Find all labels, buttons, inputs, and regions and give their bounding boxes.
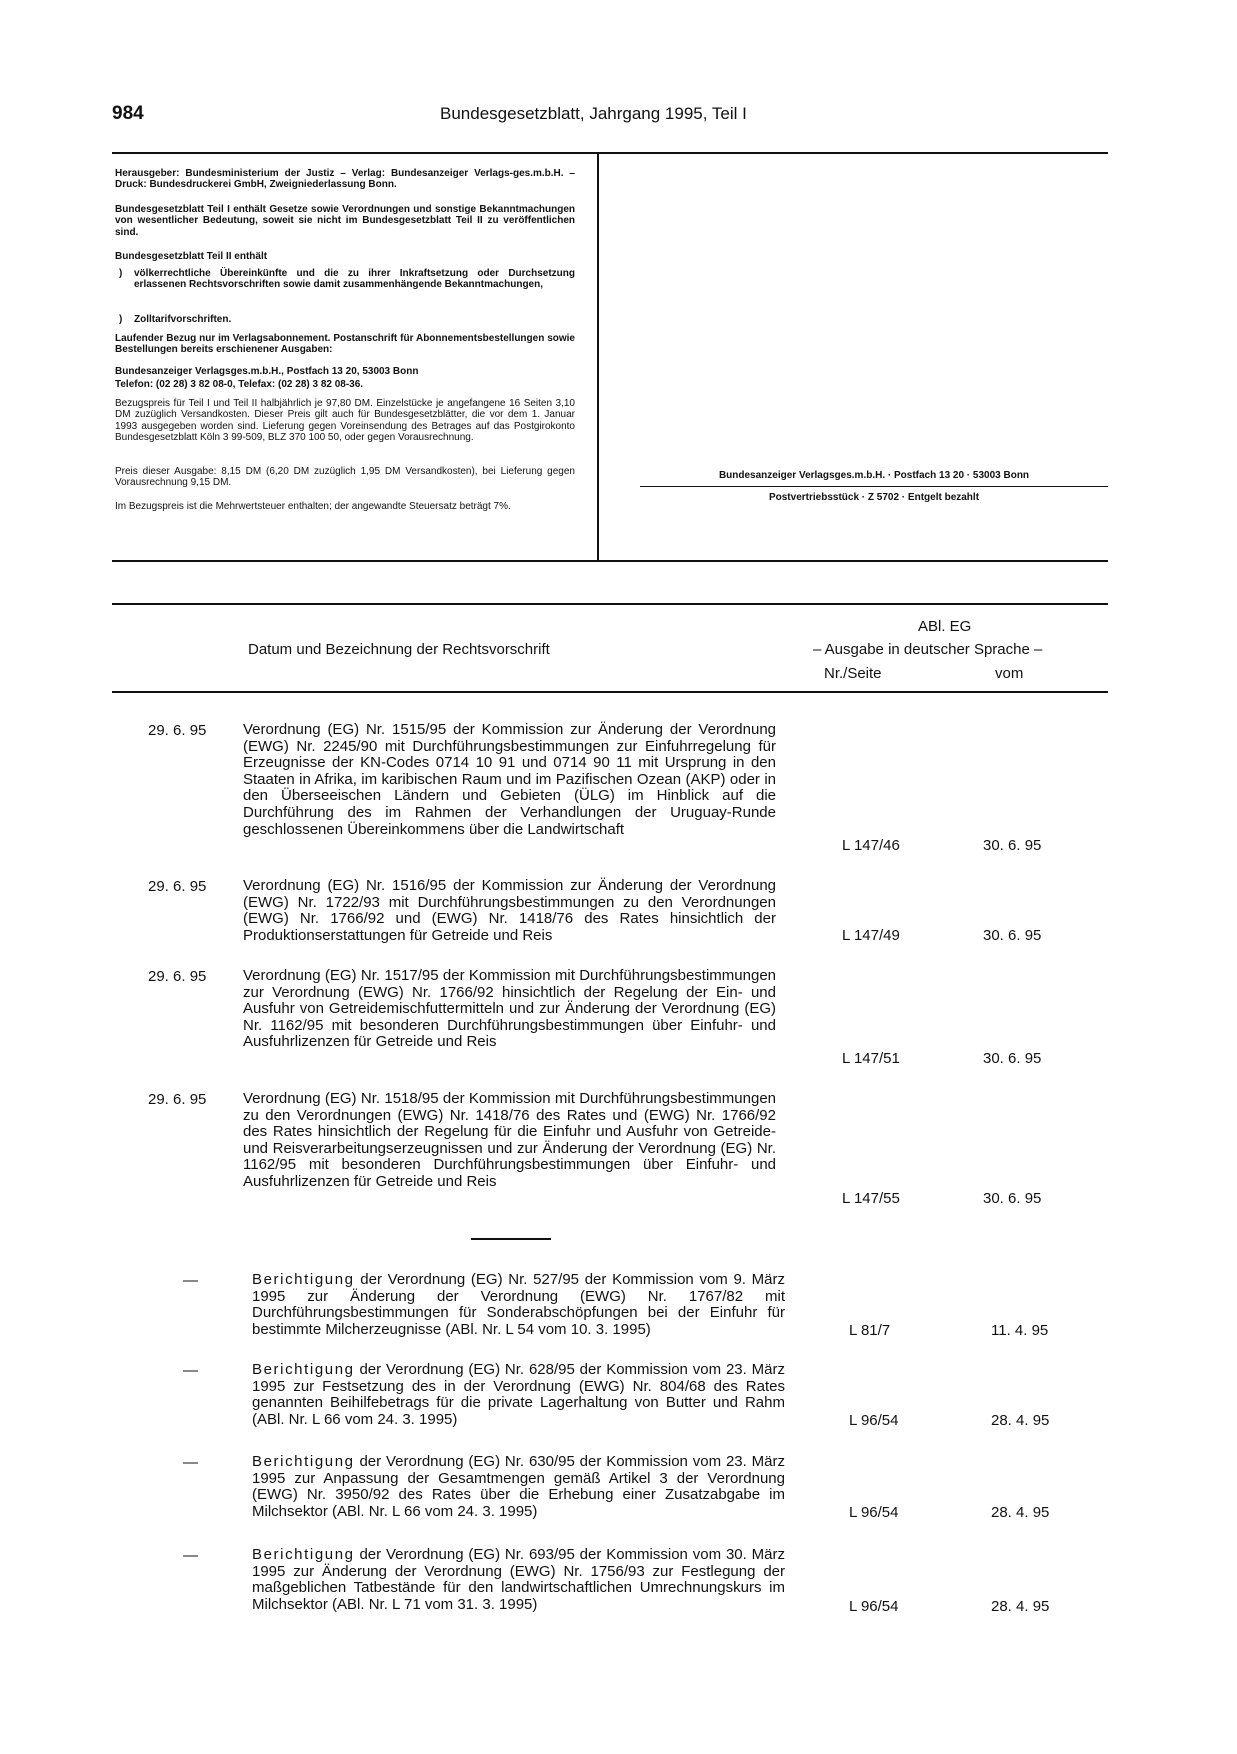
table-row-text: Verordnung (EG) Nr. 1517/95 der Kommission mit Durchführungsbestimmungen zur Verordnung (EWG) Nr. 1766/92 hinsichtlich der Regelung der Ein- und Ausfuhr von Getreidemischfuttermitteln und zur Änderung der Verordnung (EG) Nr. 1162/95 mit besonderen Durchführungsbestimmungen über Einfuhr- und Ausfuhrlizenzen für Getreide und Reis bbox=[243, 967, 776, 1051]
table-row-nr: L 147/55 bbox=[842, 1190, 900, 1207]
correction-lead: Berichtigung bbox=[252, 1453, 355, 1470]
table-row-date: 29. 6. 95 bbox=[148, 878, 207, 895]
postal-sender: Bundesanzeiger Verlagsges.m.b.H. · Postfach 13 20 · 53003 Bonn bbox=[718, 470, 1030, 481]
correction-vom: 28. 4. 95 bbox=[991, 1504, 1050, 1521]
correction-text bbox=[252, 1272, 785, 1338]
imprint-part2-item bbox=[115, 314, 575, 325]
table-header-bottom-rule bbox=[112, 691, 1108, 693]
correction-vom: 11. 4. 95 bbox=[991, 1322, 1049, 1339]
correction-vom: 28. 4. 95 bbox=[991, 1412, 1050, 1429]
correction-dash: — bbox=[183, 1547, 198, 1564]
table-row-date: 29. 6. 95 bbox=[148, 1091, 207, 1108]
correction-text bbox=[252, 1454, 785, 1520]
list-text: Zolltarifvorschriften. bbox=[134, 314, 232, 325]
imprint-top-rule bbox=[112, 152, 1108, 154]
column-nr: Nr./Seite bbox=[824, 665, 882, 682]
table-header-top-rule bbox=[112, 603, 1108, 605]
correction-body: der Verordnung (EG) Nr. 693/95 der Kommission vom 30. März 1995 zur Änderung der Verordnung (EWG) Nr. 1756/93 zur Festlegung der maßgeblichen Tatbestände für den landwirtschaftlichen Umrechnungskurs im Milchsektor (ABl. Nr. L 71 vom 31. 3. 1995) bbox=[252, 1546, 785, 1613]
table-row-text: Verordnung (EG) Nr. 1515/95 der Kommission zur Änderung der Verordnung (EWG) Nr. 2245/90 mit Durchführungsbestimmungen zur Einfuhrregelung für Erzeugnisse der KN-Codes 0714 10 91 und 0714 90 11 mit Ursprung in den Staaten in Afrika, im karibischen Raum und im Pazifischen Ozean (AKP) oder in den Überseeischen Ländern und Gebieten (ÜLG) im Hinblick auf die Durchführung des im Rahmen der Verhandlungen der Uruguay-Runde geschlossenen Übereinkommens über die Landwirtschaft bbox=[243, 721, 776, 838]
list-text: völkerrechtliche Übereinkünfte und die zu ihrer Inkraftsetzung oder Durchsetzung erlassenen Rechtsvorschriften sowie damit zusammenhängende Bekanntmachungen, bbox=[134, 268, 575, 291]
column-title: Datum und Bezeichnung der Rechtsvorschrift bbox=[248, 641, 550, 658]
abl-title: ABl. EG bbox=[918, 618, 972, 635]
correction-dash: — bbox=[183, 1272, 198, 1289]
abl-subtitle: – Ausgabe in deutscher Sprache – bbox=[813, 641, 1043, 658]
table-row-vom: 30. 6. 95 bbox=[983, 1050, 1042, 1067]
correction-dash: — bbox=[183, 1454, 198, 1471]
postal-postage: Postvertriebsstück · Z 5702 · Entgelt bezahlt bbox=[768, 492, 980, 503]
list-marker: ) bbox=[119, 268, 123, 279]
table-row-nr: L 147/46 bbox=[842, 837, 900, 854]
correction-lead: Berichtigung bbox=[252, 1546, 355, 1563]
imprint-publisher: Herausgeber: Bundesministerium der Justiz – Verlag: Bundesanzeiger Verlags-ges.m.b.H. – Druck: Bundesdruckerei GmbH, Zweigniederlassung Bonn. bbox=[115, 168, 575, 191]
imprint-address: Bundesanzeiger Verlagsges.m.b.H., Postfach 13 20, 53003 Bonn bbox=[115, 366, 419, 377]
table-row-date: 29. 6. 95 bbox=[148, 722, 207, 739]
imprint-phone: Telefon: (02 28) 3 82 08-0, Telefax: (02 28) 3 82 08-36. bbox=[115, 379, 364, 390]
imprint-vat: Im Bezugspreis ist die Mehrwertsteuer enthalten; der angewandte Steuersatz beträgt 7%. bbox=[115, 501, 511, 512]
table-row-vom: 30. 6. 95 bbox=[983, 837, 1042, 854]
table-row-vom: 30. 6. 95 bbox=[983, 927, 1042, 944]
correction-nr: L 96/54 bbox=[849, 1598, 899, 1615]
correction-nr: L 81/7 bbox=[849, 1322, 891, 1339]
table-row-text: Verordnung (EG) Nr. 1518/95 der Kommission mit Durchführungsbestimmungen zu den Verordnungen (EWG) Nr. 1418/76 des Rates und (EWG) Nr. 1766/92 des Rates hinsichtlich der Regelung für die Einfuhr und Ausfuhr von Getreide- und Reisverarbeitungserzeugnissen und zur Änderung der Verordnung (EG) Nr. 1162/95 mit besonderen Durchführungsbestimmungen über Einfuhr- und Ausfuhrlizenzen für Getreide und Reis bbox=[243, 1090, 776, 1190]
imprint-issue-price: Preis dieser Ausgabe: 8,15 DM (6,20 DM zuzüglich 1,95 DM Versandkosten), bei Lieferung gegen Vorausrechnung 9,15 DM. bbox=[115, 466, 575, 489]
column-vom: vom bbox=[995, 665, 1024, 682]
imprint-part1: Bundesgesetzblatt Teil I enthält Gesetze sowie Verordnungen und sonstige Bekanntmachungen von wesentlicher Bedeutung, soweit sie nicht im Bundesgesetzblatt Teil II zu veröffentlichen sind. bbox=[115, 204, 575, 238]
correction-lead: Berichtigung bbox=[252, 1361, 355, 1378]
table-row-nr: L 147/49 bbox=[842, 927, 900, 944]
table-row-date: 29. 6. 95 bbox=[148, 968, 207, 985]
table-row-text: Verordnung (EG) Nr. 1516/95 der Kommission zur Änderung der Verordnung (EWG) Nr. 1722/93 mit Durchführungsbestimmungen zu den Verordnungen (EWG) Nr. 1766/92 und (EWG) Nr. 1418/76 des Rates hinsichtlich der Produktionserstattungen für Getreide und Reis bbox=[243, 877, 776, 944]
correction-text bbox=[252, 1547, 785, 1613]
correction-lead: Berichtigung bbox=[252, 1271, 355, 1288]
running-title: Bundesgesetzblatt, Jahrgang 1995, Teil I bbox=[440, 104, 747, 123]
correction-body: der Verordnung (EG) Nr. 527/95 der Kommission vom 9. März 1995 zur Änderung der Verordnung (EWG) Nr. 1767/82 mit Durchführungsbestimmungen für Sonderabschöpfungen bei der Einfuhr für bestimmte Milcherzeugnisse (ABl. Nr. L 54 vom 10. 3. 1995) bbox=[252, 1271, 785, 1338]
imprint-bottom-rule bbox=[112, 560, 1108, 562]
correction-nr: L 96/54 bbox=[849, 1504, 899, 1521]
correction-body: der Verordnung (EG) Nr. 628/95 der Kommission vom 23. März 1995 zur Festsetzung des in der Verordnung (EWG) Nr. 804/68 des Rates genannten Beihilfebetrags für die private Lagerhaltung von Butter und Rahm (ABl. Nr. L 66 vom 24. 3. 1995) bbox=[252, 1361, 785, 1428]
imprint-subscription: Laufender Bezug nur im Verlagsabonnement. Postanschrift für Abonnementsbestellungen sowie Bestellungen bereits erschienener Ausgaben: bbox=[115, 333, 575, 356]
table-row-vom: 30. 6. 95 bbox=[983, 1190, 1042, 1207]
correction-nr: L 96/54 bbox=[849, 1412, 899, 1429]
imprint-column-divider bbox=[597, 153, 599, 561]
list-marker: ) bbox=[119, 314, 123, 325]
section-divider bbox=[471, 1238, 551, 1240]
imprint-part2-item bbox=[115, 268, 575, 291]
correction-dash: — bbox=[183, 1362, 198, 1379]
postal-rule bbox=[640, 486, 1108, 487]
imprint-price: Bezugspreis für Teil I und Teil II halbjährlich je 97,80 DM. Einzelstücke je angefangene 16 Seiten 3,10 DM zuzüglich Versandkosten. Dieser Preis gilt auch für Bundesgesetzblätter, die vor dem 1. Januar 1993 ausgegeben worden sind. Lieferung gegen Voreinsendung des Betrages auf das Postgirokonto Bundesgesetzblatt Köln 3 99-509, BLZ 370 100 50, oder gegen Vorausrechnung. bbox=[115, 398, 575, 444]
correction-vom: 28. 4. 95 bbox=[991, 1598, 1050, 1615]
correction-text bbox=[252, 1362, 785, 1428]
table-row-nr: L 147/51 bbox=[842, 1050, 900, 1067]
page-number: 984 bbox=[112, 103, 144, 124]
correction-body: der Verordnung (EG) Nr. 630/95 der Kommission vom 23. März 1995 zur Anpassung der Gesamtmengen gemäß Artikel 3 der Verordnung (EWG) Nr. 3950/92 des Rates über die Erhebung einer Zusatzabgabe im Milchsektor (ABl. Nr. L 66 vom 24. 3. 1995) bbox=[252, 1453, 785, 1520]
imprint-part2-heading: Bundesgesetzblatt Teil II enthält bbox=[115, 251, 268, 262]
